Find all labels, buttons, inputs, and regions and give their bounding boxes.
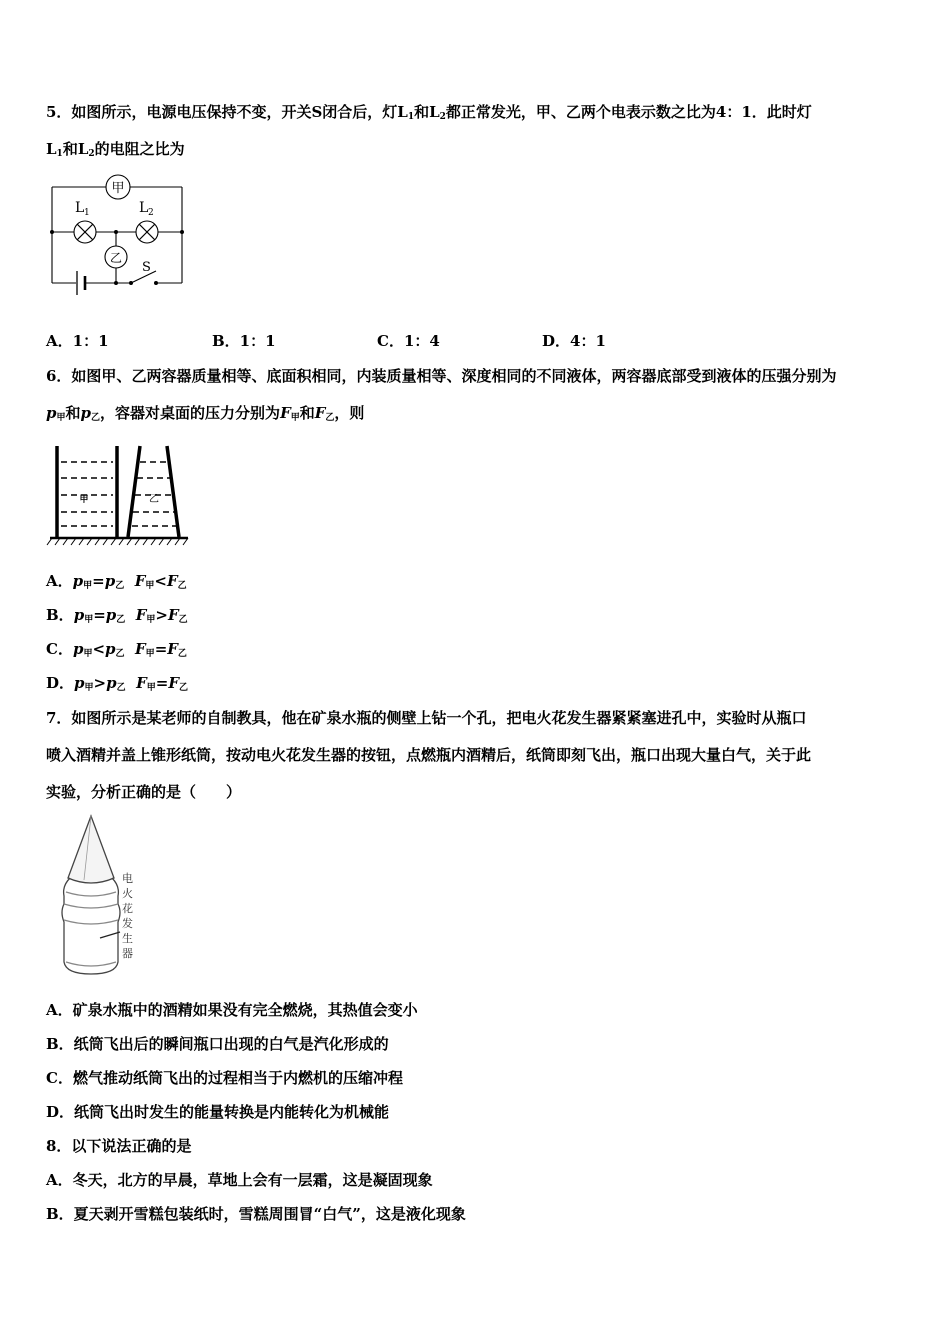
subscript: 2 — [439, 112, 446, 122]
subscript: 甲 — [146, 683, 156, 693]
var-F: F — [280, 404, 291, 422]
subscript: 甲 — [83, 581, 93, 591]
relation: < — [154, 572, 167, 590]
subscript: 乙 — [178, 615, 188, 625]
subscript: 甲 — [84, 615, 94, 625]
relation: > — [155, 606, 168, 624]
q5-stem-text: L — [46, 140, 57, 158]
var-p: p — [105, 640, 116, 658]
subscript: 乙 — [115, 581, 125, 591]
lamp1-label: L — [75, 200, 85, 216]
q7-option-c[interactable]: C．燃气推动纸筒飞出的过程相当于内燃机的压缩冲程 — [46, 1069, 403, 1087]
q6-stem-line-1: 6．如图甲、乙两容器质量相等、底面积相同，内装质量相等、深度相同的不同液体，两容器底部受到液体的压强分别为 — [46, 367, 837, 385]
switch-label: S — [142, 260, 151, 275]
relation: = — [92, 572, 105, 590]
q5-stem-text: 和L — [62, 140, 89, 158]
var-F: F — [166, 572, 178, 590]
subscript: 乙 — [116, 683, 126, 693]
subscript: 甲 — [146, 615, 156, 625]
option-letter: B． — [46, 606, 74, 624]
var-F: F — [167, 640, 178, 658]
option-letter: C． — [46, 640, 73, 658]
subscript: 乙 — [177, 581, 187, 591]
subscript: 乙 — [91, 413, 101, 423]
lamp1-subscript: 1 — [84, 208, 90, 218]
spark-label-char-5: 生 — [122, 932, 133, 945]
var-p: p — [106, 674, 117, 692]
q8-option-b[interactable]: B．夏天剥开雪糕包装纸时，雪糕周围冒“白气”，这是液化现象 — [46, 1205, 466, 1223]
spark-label-char-2: 火 — [122, 887, 133, 900]
q5-option-b[interactable]: B．1：1 — [212, 332, 276, 350]
var-F: F — [168, 674, 179, 692]
var-p: p — [74, 674, 85, 692]
q6-stem-text: 和 — [299, 404, 315, 422]
relation: = — [155, 674, 169, 692]
subscript: 乙 — [178, 683, 188, 693]
q6-containers-diagram — [46, 440, 192, 548]
var-p: p — [72, 572, 84, 590]
relation: > — [93, 674, 107, 692]
var-p: p — [73, 606, 85, 624]
q7-stem-line-3: 实验，分析正确的是（ ） — [46, 783, 242, 801]
q5-stem-line-2 — [46, 139, 185, 164]
var-p: p — [105, 606, 117, 624]
q5-stem-text: 都正常发光，甲、乙两个电表示数之比为4：1．此时灯 — [445, 103, 812, 121]
q5-stem-text: 的电阻之比为 — [94, 140, 185, 158]
q6-stem-text: ，则 — [334, 404, 365, 422]
q6-option-a[interactable] — [46, 571, 187, 596]
lamp2-subscript: 2 — [148, 208, 154, 218]
subscript: 乙 — [325, 413, 335, 423]
subscript: 甲 — [145, 649, 155, 659]
var-p: p — [80, 404, 92, 422]
q7-stem-line-1: 7．如图所示是某老师的自制教具，他在矿泉水瓶的侧壁上钻一个孔，把电火花发生器紧紧塞进孔中，实验时从瓶口 — [46, 709, 807, 727]
subscript: 1 — [407, 112, 415, 122]
q6-option-b[interactable] — [46, 605, 188, 630]
subscript: 甲 — [290, 413, 300, 423]
subscript: 甲 — [56, 413, 66, 423]
container-jia-label: 甲 — [79, 495, 89, 505]
q5-stem-line-1 — [46, 102, 812, 127]
relation: < — [92, 640, 106, 658]
var-F: F — [134, 572, 146, 590]
q8-option-a[interactable]: A．冬天，北方的早晨，草地上会有一层霜，这是凝固现象 — [46, 1171, 433, 1189]
q7-option-b[interactable]: B．纸筒飞出后的瞬间瓶口出现的白气是汽化形成的 — [46, 1035, 389, 1053]
q6-option-c[interactable] — [46, 639, 187, 664]
relation: = — [154, 640, 168, 658]
var-p: p — [72, 640, 84, 658]
meter-yi-label: 乙 — [109, 251, 123, 265]
q7-option-d[interactable]: D．纸筒飞出时发生的能量转换是内能转化为机械能 — [46, 1103, 390, 1121]
spark-label-char-6: 器 — [122, 947, 133, 960]
q5-option-c[interactable]: C．1：4 — [377, 332, 440, 350]
q5-circuit-diagram — [46, 170, 188, 300]
var-F: F — [135, 606, 147, 624]
q8-stem: 8．以下说法正确的是 — [46, 1137, 192, 1155]
q6-stem-text: 和 — [65, 404, 81, 422]
subscript: 乙 — [116, 615, 126, 625]
subscript: 乙 — [115, 649, 125, 659]
container-yi-label: 乙 — [149, 494, 159, 505]
q6-option-d[interactable] — [46, 673, 188, 698]
q5-stem-text: 5．如图所示，电源电压保持不变，开关S闭合后，灯L — [46, 103, 408, 121]
option-letter: D． — [46, 674, 75, 692]
relation: = — [93, 606, 106, 624]
q6-stem-text: ，容器对桌面的压力分别为 — [100, 404, 281, 422]
subscript: 2 — [88, 149, 95, 159]
q6-stem-line-2 — [46, 403, 364, 428]
subscript: 甲 — [83, 649, 93, 659]
q5-stem-text: 和L — [414, 103, 440, 121]
q5-option-a[interactable]: A．1：1 — [46, 332, 109, 350]
var-p: p — [46, 404, 57, 422]
q5-option-d[interactable]: D．4：1 — [542, 332, 606, 350]
q7-option-a[interactable]: A．矿泉水瓶中的酒精如果没有完全燃烧，其热值会变小 — [46, 1001, 418, 1019]
var-F: F — [135, 640, 146, 658]
spark-label-char-1: 电 — [122, 872, 133, 885]
subscript: 甲 — [145, 581, 155, 591]
spark-label-char-4: 发 — [122, 917, 133, 930]
spark-label-char-3: 花 — [122, 902, 133, 915]
lamp2-label: L — [139, 200, 149, 216]
var-F: F — [136, 674, 147, 692]
subscript: 1 — [56, 149, 63, 159]
meter-jia-label: 甲 — [111, 181, 125, 196]
q7-bottle-diagram — [56, 812, 148, 978]
subscript: 乙 — [177, 649, 187, 659]
var-F: F — [314, 404, 326, 422]
q7-stem-line-2: 喷入酒精并盖上锥形纸筒，按动电火花发生器的按钮，点燃瓶内酒精后，纸筒即刻飞出，瓶口出现大量白气，关于此 — [46, 746, 812, 764]
option-letter: A． — [46, 572, 73, 590]
var-F: F — [168, 606, 179, 624]
subscript: 甲 — [84, 683, 94, 693]
var-p: p — [104, 572, 116, 590]
